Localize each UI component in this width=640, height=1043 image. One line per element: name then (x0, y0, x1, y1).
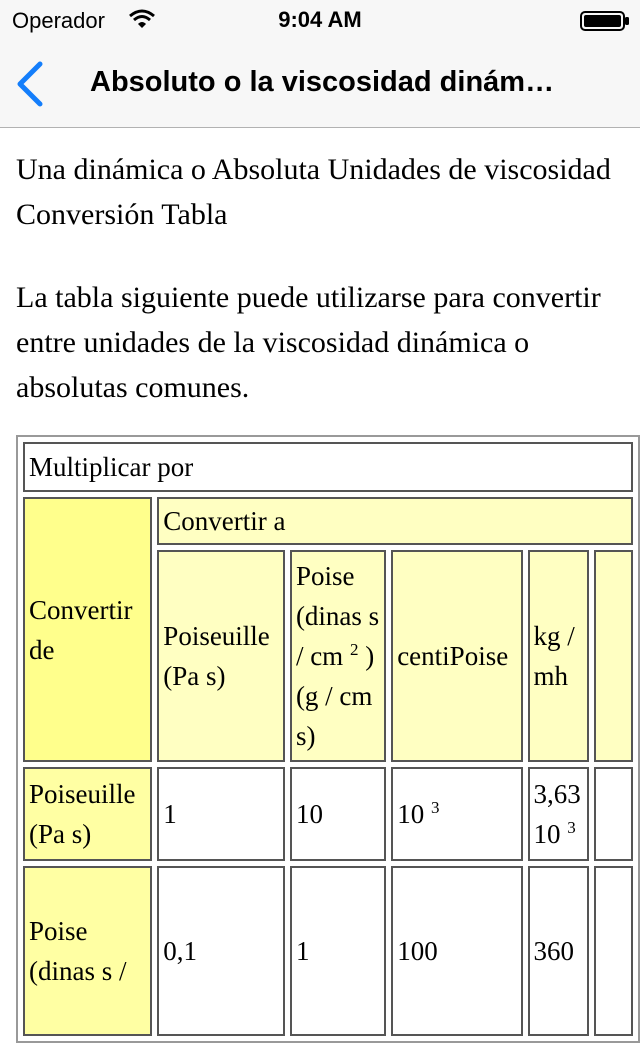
navigation-bar (0, 40, 640, 128)
table-cell: 360 (528, 866, 590, 1036)
superscript: 3 (567, 818, 576, 837)
back-button[interactable] (6, 56, 62, 112)
cell-value: 10 (397, 799, 425, 829)
table-row (23, 497, 633, 545)
column-header: centiPoise (391, 550, 522, 762)
row-header: Poise (dinas s / (23, 866, 152, 1036)
table-row (23, 767, 633, 861)
convert-from-header: Convertir de (23, 497, 152, 762)
convert-to-header: Convertir a (157, 497, 633, 545)
table-cell: 0,1 (157, 866, 285, 1036)
multiply-by-header: Multiplicar por (23, 442, 633, 492)
column-header-text: Poise (dinas s / cm (295, 561, 380, 671)
carrier-name: Operador (12, 8, 105, 33)
table-row (23, 866, 633, 1036)
column-header-overflow (594, 550, 633, 762)
column-header-text: ) (g / cm s) (295, 641, 375, 751)
table-row (23, 442, 633, 492)
status-time: 9:04 AM (278, 7, 362, 32)
page-title: Absoluto o la viscosidad dinám… (90, 66, 555, 98)
column-header: Poiseuille (Pa s) (157, 550, 285, 762)
chevron-left-icon (16, 62, 44, 106)
superscript: 2 (349, 640, 359, 659)
table-cell-overflow (594, 866, 633, 1036)
table-cell-overflow (594, 767, 633, 861)
article-heading: Una dinámica o Absoluta Unidades de viscosidad Conversión Tabla (16, 153, 611, 231)
table-cell (391, 767, 522, 861)
status-bar (0, 0, 640, 40)
row-header: Poiseuille (Pa s) (23, 767, 152, 861)
column-header (290, 550, 386, 762)
cell-value: 3,63 (533, 779, 581, 809)
table-cell: 1 (157, 767, 285, 861)
table-cell: 10 (290, 767, 386, 861)
conversion-table (16, 435, 640, 1043)
table-cell: 1 (290, 866, 386, 1036)
column-header: kg / mh (528, 550, 590, 762)
intro-paragraph: La tabla siguiente puede utilizarse para convertir entre unidades de la viscosidad dinámica o absolutas comunes. (16, 281, 601, 404)
battery-icon (580, 11, 630, 31)
table-cell (528, 767, 590, 861)
superscript: 3 (430, 798, 440, 817)
table-cell: 100 (391, 866, 522, 1036)
article-content[interactable] (0, 129, 640, 986)
cell-value: 10 (533, 819, 561, 849)
